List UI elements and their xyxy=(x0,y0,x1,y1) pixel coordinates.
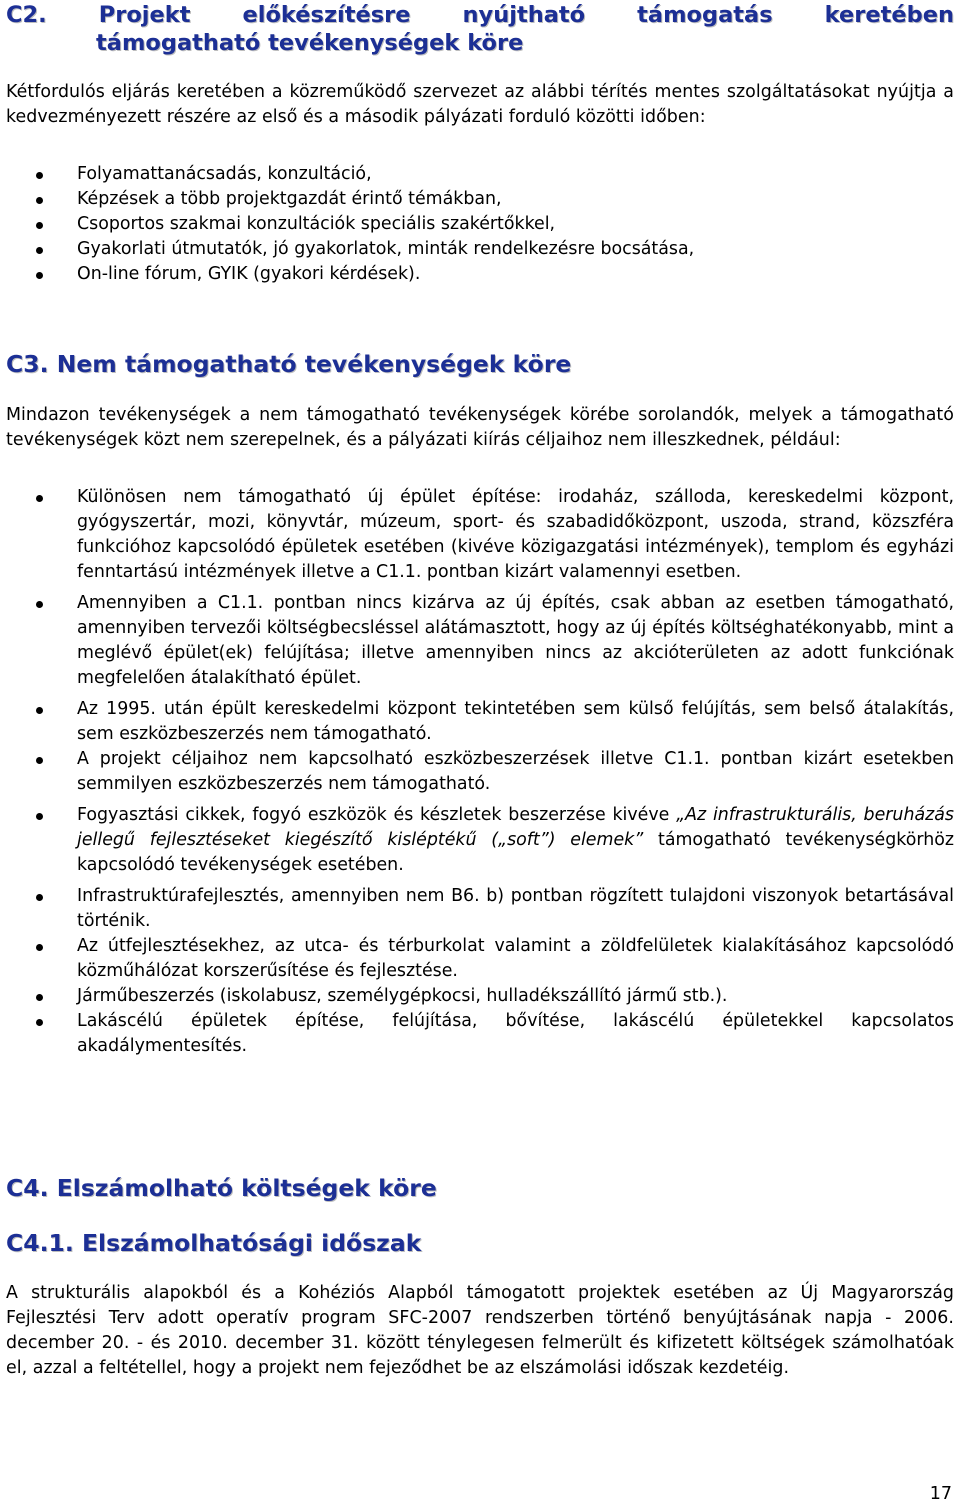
bullet-icon xyxy=(36,994,43,1001)
heading-word: C2. xyxy=(6,2,47,28)
c2-intro-paragraph: Kétfordulós eljárás keretében a közreműködő szervezet az alábbi térítés mentes szolgáltatásokat nyújtja a kedvezményezett részére az első és a második pályázati forduló közötti időben: xyxy=(6,82,954,127)
bullet-icon xyxy=(36,272,43,279)
list-item xyxy=(0,591,954,691)
list-item-text: Különösen nem támogatható új épület építése: irodaház, szálloda, kereskedelmi központ, gyógyszertár, mozi, könyvtár, múzeum, sport- és szabadidőközpont, uszoda, strand, közszféra funkcióhoz kapcsolódó épületek esetében (kivéve közigazgatási intézmények), templom és egyházi fenntartású intézmények illetve a C1.1. pontban kizárt valamennyi esetben. xyxy=(77,487,954,582)
section-c41-heading: C4.1. Elszámolhatósági időszak xyxy=(6,1229,422,1257)
section-c2-heading-line1 xyxy=(6,1,954,29)
bullet-icon xyxy=(36,707,43,714)
bullet-icon xyxy=(36,247,43,254)
c41-paragraph: A strukturális alapokból és a Kohéziós Alapból támogatott projektek esetében az Új Magyarország Fejlesztési Terv adott operatív program SFC-2007 rendszerben történő benyújtásának napja - 2006. december 20. - és 2010. december 31. között ténylegesen felmerült és kifizetett költségek számolhatóak el, azzal a feltétellel, hogy a projekt nem fejeződhet be az elszámolási időszak kezdetéig. xyxy=(6,1283,954,1378)
list-item xyxy=(0,212,954,237)
list-item-text: Gyakorlati útmutatók, jó gyakorlatok, minták rendelkezésre bocsátása, xyxy=(77,239,695,259)
list-item-text: Az 1995. után épült kereskedelmi központ tekintetében sem külső felújítás, sem belső átalakítás, sem eszközbeszerzés nem támogatható. xyxy=(77,699,954,744)
section-c2-heading xyxy=(6,1,954,57)
section-c3-heading: C3. Nem támogatható tevékenységek köre xyxy=(6,350,572,378)
list-item xyxy=(0,803,954,878)
list-item-text-end: támogatható tevékenységkörhöz kapcsolódó tevékenységek esetében. xyxy=(77,830,954,875)
heading-word: Projekt xyxy=(98,2,191,28)
bullet-icon xyxy=(36,944,43,951)
heading-word: támogatás xyxy=(637,2,773,28)
list-item-text: Lakáscélú épületek építése, felújítása, bővítése, lakáscélú épületekkel kapcsolatos akadálymentesítés. xyxy=(77,1011,954,1056)
bullet-icon xyxy=(36,222,43,229)
list-item xyxy=(0,162,954,187)
bullet-icon xyxy=(36,813,43,820)
list-item-text: On-line fórum, GYIK (gyakori kérdések). xyxy=(77,264,421,284)
page-number: 17 xyxy=(929,1484,952,1504)
bullet-icon xyxy=(36,894,43,901)
list-item-text: A projekt céljaihoz nem kapcsolható eszközbeszerzések illetve C1.1. pontban kizárt esetekben semmilyen eszközbeszerzés nem támogatható. xyxy=(77,749,954,794)
list-item xyxy=(0,884,954,934)
list-item-text: Csoportos szakmai konzultációk speciális szakértőkkel, xyxy=(77,214,556,234)
section-c4-heading: C4. Elszámolható költségek köre xyxy=(6,1174,437,1202)
c2-services-list xyxy=(0,162,954,287)
bullet-icon xyxy=(36,197,43,204)
list-item-text-italic: „Az infrastrukturális, beruházás jellegű fejlesztéseket kiegészítő kisléptékű („soft”) elemek” xyxy=(77,805,954,850)
section-c2-heading-line2: támogatható tevékenységek köre xyxy=(96,30,524,56)
bullet-icon xyxy=(36,495,43,502)
list-item-text: Képzések a több projektgazdát érintő témákban, xyxy=(77,189,502,209)
list-item-text-start: Fogyasztási cikkek, fogyó eszközök és készletek beszerzése kivéve xyxy=(77,805,677,825)
list-item-text: Járműbeszerzés (iskolabusz, személygépkocsi, hulladékszállító jármű stb.). xyxy=(77,986,728,1006)
c3-excluded-list xyxy=(0,485,954,1059)
list-item xyxy=(0,187,954,212)
list-item xyxy=(0,934,954,984)
bullet-icon xyxy=(36,1019,43,1026)
bullet-icon xyxy=(36,757,43,764)
list-item-text: Az útfejlesztésekhez, az utca- és térburkolat valamint a zöldfelületek kialakításához kapcsolódó közműhálózat korszerűsítése és fejlesztése. xyxy=(77,936,954,981)
list-item xyxy=(0,1009,954,1059)
list-item-text: Amennyiben a C1.1. pontban nincs kizárva az új építés, csak abban az esetben támogatható, amennyiben tervezői költségbecsléssel alátámasztott, hogy az új építés költséghatékonyabb, mint a meglévő épület(ek) felújítása; illetve amennyiben nincs az akcióterületen az adott funkciónak megfelelően átalakítható épület. xyxy=(77,593,954,688)
list-item xyxy=(0,485,954,585)
list-item-text: Folyamattanácsadás, konzultáció, xyxy=(77,164,372,184)
list-item xyxy=(0,984,954,1009)
heading-word: keretében xyxy=(824,2,954,28)
heading-word: nyújtható xyxy=(462,2,586,28)
heading-word: előkészítésre xyxy=(242,2,411,28)
list-item-text: Infrastruktúrafejlesztés, amennyiben nem B6. b) pontban rögzített tulajdoni viszonyok betartásával történik. xyxy=(77,886,954,931)
bullet-icon xyxy=(36,601,43,608)
list-item xyxy=(0,237,954,262)
bullet-icon xyxy=(36,172,43,179)
list-item xyxy=(0,747,954,797)
list-item xyxy=(0,262,954,287)
c3-intro-paragraph: Mindazon tevékenységek a nem támogatható tevékenységek körébe sorolandók, melyek a támogatható tevékenységek közt nem szerepelnek, és a pályázati kiírás céljaihoz nem illeszkednek, például: xyxy=(6,405,954,450)
list-item xyxy=(0,697,954,747)
